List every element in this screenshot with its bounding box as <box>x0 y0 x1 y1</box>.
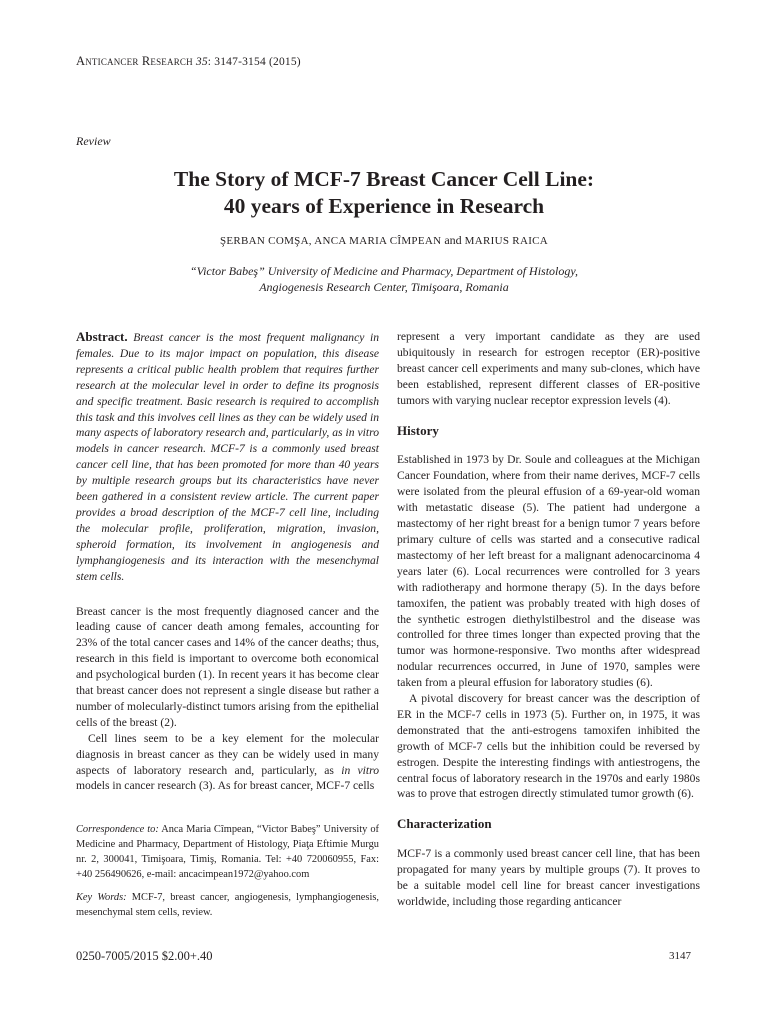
journal-name: Anticancer Research <box>76 54 193 68</box>
intro-paragraph-1: Breast cancer is the most frequently diagnosed cancer and the leading cause of cancer death among females, accounting for 23% of the total cancer cases and 14% of the cancer deaths; thus, research in this field is important to overcome both economical and psychological burden (1). In recent years it has become clear that breast cancer does not represent a single disease but rather a number of molecularly-distinct tumors arising from the epithelial cells of the breast (2). <box>76 604 379 729</box>
issn-price: 0250-7005/2015 $2.00+.40 <box>76 949 213 963</box>
keywords-label: Key Words: <box>76 892 127 903</box>
abstract <box>76 329 379 585</box>
intro-continuation: represent a very important candidate as they are used ubiquitously in research for estrogen receptor (ER)-positive breast cancer cell experiments and many sub-clones, which have been established, represent different classes of ER-positive tumors with varying nuclear receptor expression levels (4). <box>397 330 700 407</box>
section-heading-history: History <box>397 422 439 438</box>
left-column <box>76 329 379 794</box>
characterization-paragraph-1: MCF-7 is a commonly used breast cancer cell line, that has been propagated for many years by multiple groups (7). It proves to be a suitable model cell line for breast cancer investigations worldwide, including those regarding anticancer <box>397 847 700 908</box>
section-heading-characterization: Characterization <box>397 816 492 832</box>
article-title <box>0 166 768 220</box>
abstract-text: Breast cancer is the most frequent malignancy in females. Due to its major impact on population, this disease represents a critical public health problem that requires further research at the molecular level in order to define its prognosis and specific treatment. Basic research is required to accomplish this task and this involves cell lines as they can be widely used in many aspects of laboratory research and, particularly, as in vitro models in cancer research. MCF-7 is a commonly used breast cancer cell line, that has been promoted for more than 40 years by multiple research groups but its characteristics have never been gathered in a consistent review article. The current paper provides a broad description of the MCF-7 cell line, including the molecular profile, proliferation, migration, invasion, spheroid formation, its involvement in angiogenesis and lymphangiogenesis and its interaction with the mesenchymal stem cells. <box>76 331 379 583</box>
right-column <box>397 329 700 910</box>
intro-paragraph-2: Cell lines seem to be a key element for the molecular diagnosis in breast cancer as they can be widely used in many aspects of laboratory research and, particularly, as in vitro models in cancer research (3). As for breast cancer, MCF-7 cells <box>76 731 379 793</box>
article-type: Review <box>76 134 111 148</box>
title-line-2: 40 years of Experience in Research <box>223 194 545 218</box>
abstract-label: Abstract. <box>76 329 128 344</box>
page-number: 3147 <box>669 950 691 962</box>
authors: ŞERBAN COMŞA, ANCA MARIA CÎMPEAN and MARIUS RAICA <box>219 233 549 247</box>
correspondence-text: Anca Maria Cîmpean, “Victor Babeş” University of Medicine and Pharmacy, Department of Histology, Piaţa Eftimie Murgu nr. 2, 300041, Timişoara, Timiş, Romania. Tel: +40 720060955, Fax: +40 256490626, e-mail: ancacimpean1972@yahoo.com <box>76 824 380 880</box>
keywords <box>76 890 379 920</box>
affiliation <box>0 263 768 295</box>
keywords-text: MCF-7, breast cancer, angiogenesis, lymphangiogenesis, mesenchymal stem cells, review. <box>76 892 379 918</box>
correspondence-note <box>76 822 379 882</box>
journal-volume: 35 <box>195 56 208 68</box>
journal-header <box>76 54 301 69</box>
affiliation-line-1: “Victor Babeş” University of Medicine and Pharmacy, Department of Histology, <box>189 264 579 278</box>
affiliation-line-2: Angiogenesis Research Center, Timişoara, Romania <box>259 280 509 294</box>
correspondence-label: Correspondence to: <box>76 824 159 835</box>
history-paragraph-2: A pivotal discovery for breast cancer was the description of ER in the MCF-7 cells in 1973 (5). Further on, in 1975, it was demonstrated that the anti-estrogens tamoxifen inhibited the growth of MCF-7 cells but the inhibition could be reversed by estrogen. Despite the interesting findings with antiestrogens, the central focus of laboratory research in the 1970s and early 1980s was to prove that estrogen directly stimulated tumor growth (6). <box>397 692 700 801</box>
title-line-1: The Story of MCF-7 Breast Cancer Cell Line: <box>173 167 595 191</box>
journal-pages-year: : 3147-3154 (2015) <box>207 56 301 68</box>
history-paragraph-1: Established in 1973 by Dr. Soule and colleagues at the Michigan Cancer Foundation, where from their name derives, MCF-7 cells were isolated from the pleural effusion of a 69-year-old woman with metastatic disease (5). The patient had undergone a mastectomy of her right breast for a benign tumor 7 years before primary culture of cells was started and a consecutive radical mastectomy of her left breast for a malignant adenocarcinoma 4 years later (6). Local recurrences were controlled for 3 years with radiotherapy and hormone therapy (5). In the days before tamoxifen, the patient was probably treated with high doses of the synthetic estrogen diethylstilbestrol and the disease was controlled for three times longer than expected proving that the tumor was hormone-responsive. Two months after widespread nodular recurrences occurred, in June of 1970, samples were taken from a pleural effusion for laboratory studies (6). <box>397 453 700 690</box>
